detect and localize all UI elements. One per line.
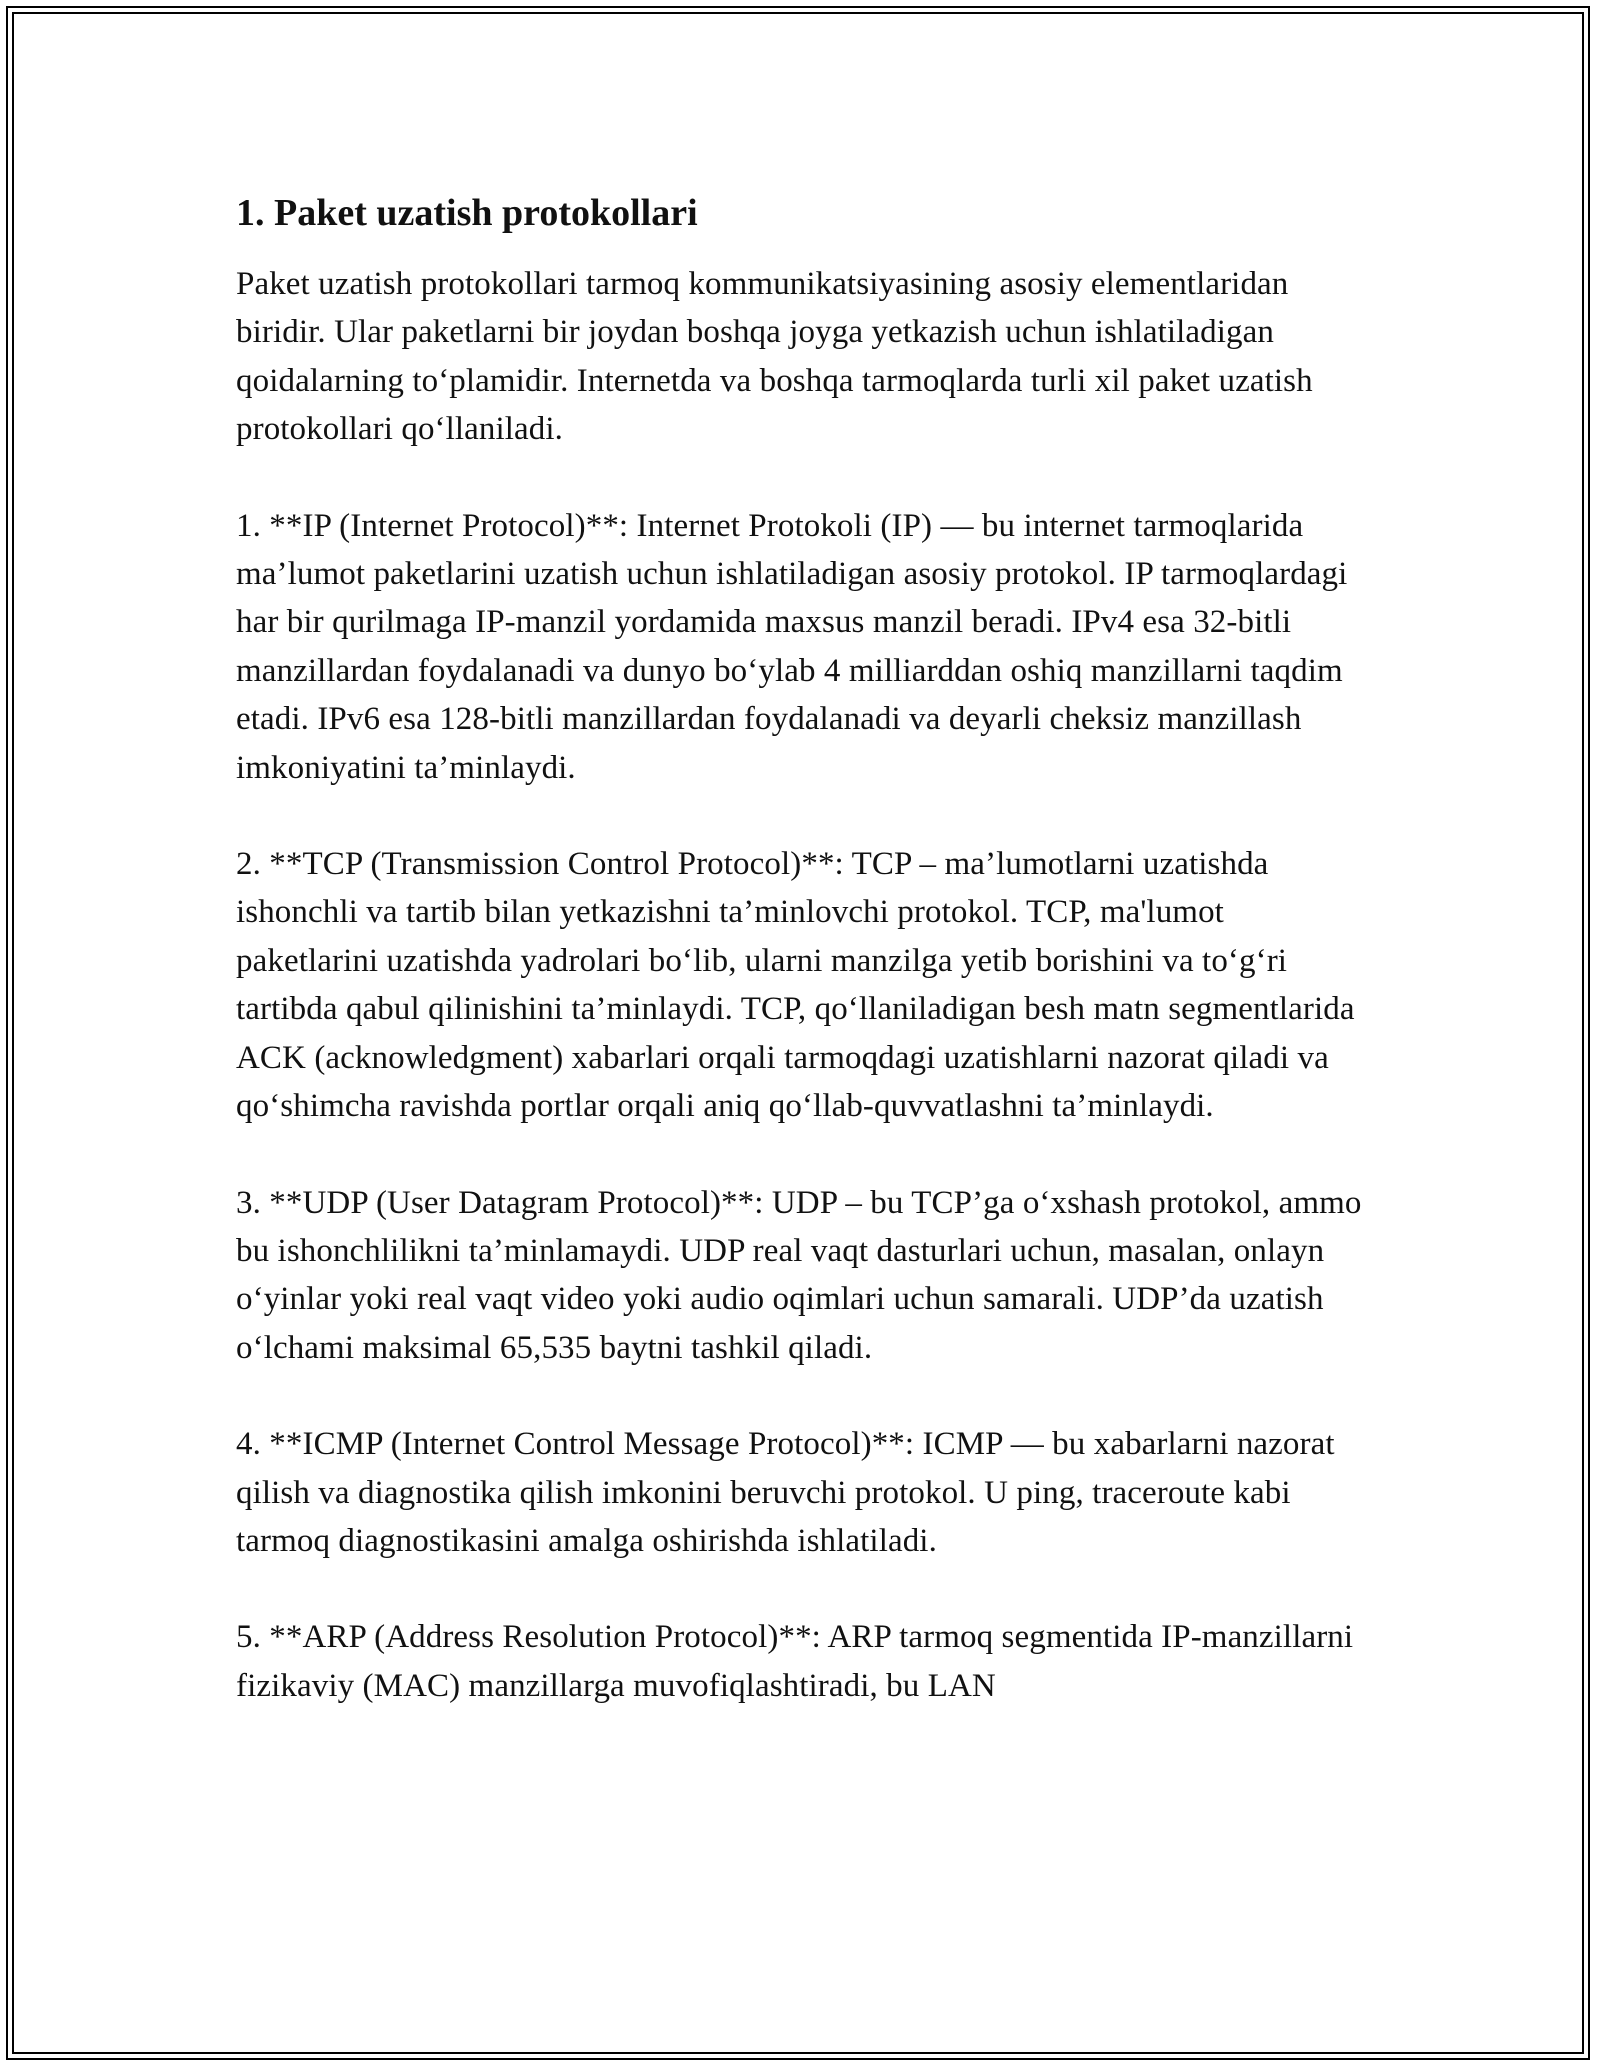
ip-paragraph: 1. **IP (Internet Protocol)**: Internet Protokoli (IP) — bu internet tarmoqlarida ma’lumot paketlarini uzatish uchun ishlatiladigan asosiy protokol. IP tarmoqlardagi har bir qurilmaga IP-manzil yordamida maxsus manzil beradi. IPv4 esa 32-bitli manzillardan foydalanadi va dunyo bo‘ylab 4 milliarddan oshiq manzillarni taqdim etadi. IPv6 esa 128-bitli manzillardan foydalanadi va deyarli cheksiz manzillash imkoniyatini ta’minlaydi. [236, 507, 1348, 786]
section-heading: 1. Paket uzatish protokollari [236, 192, 698, 234]
arp-paragraph: 5. **ARP (Address Resolution Protocol)**: ARP tarmoq segmentida IP-manzillarni fizikaviy (MAC) manzillarga muvofiqlashtiradi, bu LAN [236, 1619, 1354, 1704]
document-body [236, 186, 1366, 1710]
tcp-paragraph: 2. **TCP (Transmission Control Protocol)**: TCP – ma’lumotlarni uzatishda ishonchli va tartib bilan yetkazishni ta’minlovchi protokol. TCP, ma'lumot paketlarini uzatishda yadrolari bo‘lib, ularni manzilga yetib borishini va to‘g‘ri tartibda qabul qilinishini ta’minlaydi. TCP, qo‘llaniladigan besh matn segmentlarida ACK (acknowledgment) xabarlari orqali tarmoqdagi uzatishlarni nazorat qiladi va qo‘shimcha ravishda portlar orqali aniq qo‘llab-quvvatlashni ta’minlaydi. [236, 846, 1355, 1125]
udp-paragraph: 3. **UDP (User Datagram Protocol)**: UDP – bu TCP’ga o‘xshash protokol, ammo bu ishonchlilikni ta’minlamaydi. UDP real vaqt dasturlari uchun, masalan, onlayn o‘yinlar yoki real vaqt video yoki audio oqimlari uchun samarali. UDP’da uzatish o‘lchami maksimal 65,535 baytni tashkil qiladi. [236, 1184, 1362, 1366]
intro-paragraph: Paket uzatish protokollari tarmoq kommunikatsiyasining asosiy elementlaridan biridir. Ular paketlarni bir joydan boshqa joyga yetkazish uchun ishlatiladigan qoidalarning to‘plamidir. Internetda va boshqa tarmoqlarda turli xil paket uzatish protokollari qo‘llaniladi. [236, 266, 1313, 448]
icmp-paragraph: 4. **ICMP (Internet Control Message Protocol)**: ICMP — bu xabarlarni nazorat qilish va diagnostika qilish imkonini beruvchi protokol. U ping, traceroute kabi tarmoq diagnostikasini amalga oshirishda ishlatiladi. [236, 1426, 1335, 1559]
